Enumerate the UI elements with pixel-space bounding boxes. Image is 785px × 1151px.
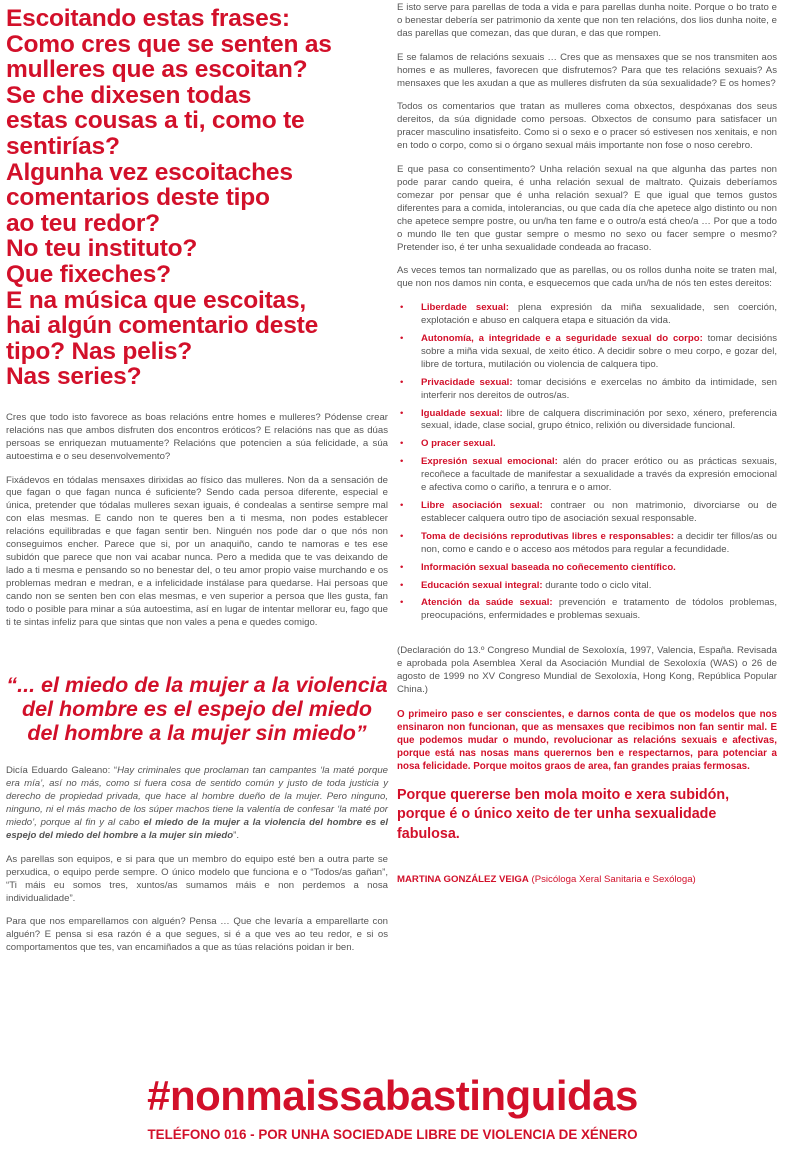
headline-line: ao teu redor? <box>6 209 160 237</box>
list-item <box>397 597 777 623</box>
galeano-quote: Hay criminales que proclaman tan campantes ‘la maté porque era mía’, así no más, como si fuera cosa de sentido común y justo de toda justicia y derecho de propiedad privada, que hace al hombre dueño de la mujer. Pero ninguno, ninguno, ni el más macho de los súper machos tiene la valentía de confesar ‘la maté por miedo’, porque al fin y al cabo <box>6 765 388 829</box>
list-item <box>397 333 777 372</box>
galeano-intro: Dicía Eduardo Galeano: “ <box>6 765 118 777</box>
right-text: a decidir ter fillos/as ou non, como e cando e o acceso aos métodos para regular a fecundidade. <box>421 530 777 555</box>
right-title: O pracer sexual. <box>421 438 496 450</box>
right-title: Autonomía, a integridade e a seguridade sexual do corpo: <box>421 333 703 345</box>
helpline-banner: TELÉFONO 016 - POR UNHA SOCIEDADE LIBRE DE VIOLENCIA DE XÉNERO <box>147 1127 638 1142</box>
headline-line: Como cres que se senten as <box>6 30 332 58</box>
right-text: tomar decisións sobre a miña vida sexual, de xeito ético. A decidir sobre o meu corpo, e gozar del, libre de tortura, mutilación ou violencia de calquera tipo. <box>421 333 777 370</box>
list-item <box>397 408 777 434</box>
list-item <box>397 500 777 526</box>
paragraph-why-pair: Para que nos emparellamos con alguén? Pensa … Que che levaría a emparellarte con alguén? E pensa si esa razón é a que segues, si é a que ves ao teu redor, e si os comportamentos que tes, van encamiñados a que as túas relacións poidan ir ben. <box>6 916 388 954</box>
galeano-quote-bold: el miedo de la mujer a la violencia del hombre es el espejo del miedo del hombre a la mujer sin miedo <box>6 817 388 841</box>
headline-line: Escoitando estas frases: <box>6 5 290 32</box>
right-text: durante todo o ciclo vital. <box>542 579 652 591</box>
campaign-hashtag: #nonmaissabastinguidas <box>147 1072 638 1119</box>
right-text: prevención e tratamento de tódolos problemas, preocupacións, enfermidades e problemas sexuais. <box>421 597 777 622</box>
headline-line: Que fixeches? <box>6 260 171 288</box>
headline <box>6 6 388 390</box>
right-text: alén do pracer erótico ou as prácticas sexuais, recoñece a facultade de manifestar a sexualidade a través da expresión emocional e afectiva como o cariño, a tenrura e o amor. <box>421 456 777 494</box>
list-item <box>397 377 777 403</box>
paragraph-rights-intro: As veces temos tan normalizado que as parellas, ou os rollos dunha noite se traten mal, que non nos damos nin conta, e esquecemos que cada un/ha de nós ten estes dereitos: <box>397 265 777 290</box>
paragraph-physical-messages: Fixádevos en tódalas mensaxes dirixidas ao físico das mulleres. Non da a sensación de que fagan o que fagan nunca é suficiente? Sendo cada persoa diferente, especial e única, pretender que tódalas mulleres sexan iguais, é condealas a sentirse sempre mal con elas mesmas. E cando non te queres ben a ti mesma, non podes establecer relacións equilibradas e que fagan sentir ben. Ninguén nos pode dar o que nós non conseguimos encher. Parece que si, por un anaquiño, cando te namoras e tes ese subidón que parece que non vai acabar nunca. Pero a medida que te vas deixando de lado a ti mesma e pensando so no benestar del, o teu amor propio vaise murchando e os problemas medran e medran, e a infelicidade instálase para quedarse. Hai persoas que cando non se senten ben con elas mesmas, e ven superior a persoa que lles gusta, fan todo o posible para minar a súa autoestima, así en lugar de intentar mellorar eu, fago que ti te sintas infeliz para que sintas que non vales a pena e quedes comigo. <box>6 474 388 628</box>
list-item <box>397 456 777 495</box>
right-title: Igualdade sexual: <box>421 407 503 419</box>
paragraph-consent: E que pasa co consentimento? Unha relación sexual na que algunha das partes non pode parar cando queira, é unha relación sexual de maltrato. Quizais deberíamos comezar por pensar que é unha relación sexual? E que igual que temos gustos diferentes para a comida, intolerancias, ou que cada día che apetece algo distinto ou non che apetece sempre postre, ou un/ha ten fame e o outro/a está cheo/a … Por que a todo o mundo lle ten que gustar sempre o mesmo no sexo ou facer sempre o mesmo? Pretender iso, é ter unha sexualidade condeada ao fracaso. <box>397 164 777 253</box>
right-column <box>397 2 777 885</box>
headline-line: Nas series? <box>6 363 142 391</box>
paragraph-galeano <box>6 765 388 842</box>
right-title: Privacidade sexual: <box>421 376 513 388</box>
signature-name: MARTINA GONZÁLEZ VEIGA <box>397 874 529 886</box>
headline-line: comentarios deste tipo <box>6 184 270 212</box>
right-title: Libre asociación sexual: <box>421 500 543 511</box>
list-item <box>397 562 777 575</box>
signature <box>397 874 777 885</box>
right-text: contraer ou non matrimonio, divorciarse ou de establecer calquera outro tipo de asociación sexual responsable. <box>421 500 777 524</box>
right-text: plena expresión da miña sexualidade, sen coerción, explotación e abuso en calquera etapa e situación da vida. <box>421 302 777 327</box>
headline-line: mulleres que as escoitan? <box>6 56 308 84</box>
right-title: Educación sexual integral: <box>421 579 543 591</box>
right-text: libre de calquera discriminación por sexo, xénero, preferencia sexual, idade, clase social, grupo étnico, relixión ou diversidade funcional. <box>421 407 777 432</box>
headline-line: E na música que escoitas, <box>6 286 307 314</box>
headline-line: Algunha vez escoitaches <box>6 158 293 186</box>
headline-line: Se che dixesen todas <box>6 81 252 109</box>
right-title: Expresión sexual emocional: <box>421 456 558 468</box>
paragraph-first-step: O primeiro paso e ser conscientes, e darnos conta de que os modelos que nos ensinaron non funcionan, que as mensaxes que recibimos non fan sentir mal. E que podemos mudar o mundo, revolucionar as relacións sexuais e afectivas, porque está nas nosas mans querernos ben e respectarnos, para potenciar a nosa felicidade. Porque moitos graos de area, fan grandes praias fermosas. <box>397 708 777 772</box>
headline-line: hai algún comentario deste <box>6 312 319 340</box>
paragraph-good-treatment: E isto serve para parellas de toda a vida e para parellas dunha noite. Porque o bo trato e o benestar debería ser patrimonio da xente que non ten relacións, dos lios dunha noite, e das parellas que comezan, das que duran, e das que rompen. <box>397 2 777 39</box>
signature-role: (Psicóloga Xeral Sanitaria e Sexóloga) <box>531 874 696 886</box>
right-title: Liberdade sexual: <box>421 302 509 314</box>
paragraph-objects: Todos os comentarios que tratan as mulleres coma obxectos, despóxanas dos seus dereitos, da súa dignidade como persoas. Obxectos de consumo para satisfacer un pracer masculino insatisfeito. Como si o sexo e o pracer só estivesen nos xenitais, e non en todo o corpo, como si o órgano sexual máis importante non fose o noso cerebro. <box>397 101 777 152</box>
paragraph-relations: Cres que todo isto favorece as boas relacións entre homes e mulleres? Pódense crear relacións nas que ambos disfruten dos encontros eróticos? E relacións nas que as dúas persoas se enriquezan mutuamente? Relacións que potencien a súa felicidade, a súa autoestima e o seu desenvolvemento? <box>6 411 388 462</box>
list-item <box>397 438 777 451</box>
list-item <box>397 580 777 593</box>
headline-line: No teu instituto? <box>6 235 198 263</box>
paragraph-teams: As parellas son equipos, e si para que un membro do equipo esté ben a outra parte se perxudica, o equipo perde sempre. O único modelo que funciona e o “Todos/as gañan”, “Ti máis eu somos tres, xuntos/as sumamos máis e non perdemos a nosa individualidade”. <box>6 853 388 904</box>
paragraph-sexual-relations: E se falamos de relacións sexuais … Cres que as mensaxes que se nos transmiten aos homes e as mulleres, favorecen que disfrutemos? Para que tes relacións sexuais? As mensaxes que les axudan a que as mulleres disfruten da súa sexualidade? E os homes? <box>397 51 777 89</box>
declaration-citation: (Declaración do 13.º Congreso Mundial de Sexoloxía, 1997, Valencia, España. Revisada e aprobada pola Asemblea Xeral da Asociación Mundial de Sexoloxía (WAS) o 26 de agosto de 1999 no XV Congreso Mundial de Sexoloxía, Hong Kong, República Popular China.) <box>397 645 777 695</box>
closing-statement: Porque quererse ben mola moito e xera subidón, porque é o único xeito de ter unha sexualidade fabulosa. <box>397 786 730 842</box>
right-text: tomar decisións e exercelas no ámbito da intimidade, sen interferir nos dereitos de outros/as. <box>421 376 778 401</box>
pull-quote: “... el miedo de la mujer a la violencia del hombre es el espejo del miedo del hombre a la mujer sin miedo” <box>6 673 388 746</box>
galeano-end: ”. <box>233 829 239 841</box>
list-item <box>397 531 777 557</box>
headline-line: estas cousas a ti, como te <box>6 107 305 135</box>
headline-line: tipo? Nas pelis? <box>6 337 193 365</box>
list-item <box>397 302 777 328</box>
right-title: Toma de decisións reprodutivas libres e responsables: <box>421 530 675 542</box>
rights-list <box>397 302 777 623</box>
headline-line: sentirías? <box>6 132 120 160</box>
right-title: Atención da saúde sexual: <box>421 597 553 609</box>
right-title: Información sexual baseada no coñecemento científico. <box>421 561 676 573</box>
left-column <box>6 6 388 966</box>
